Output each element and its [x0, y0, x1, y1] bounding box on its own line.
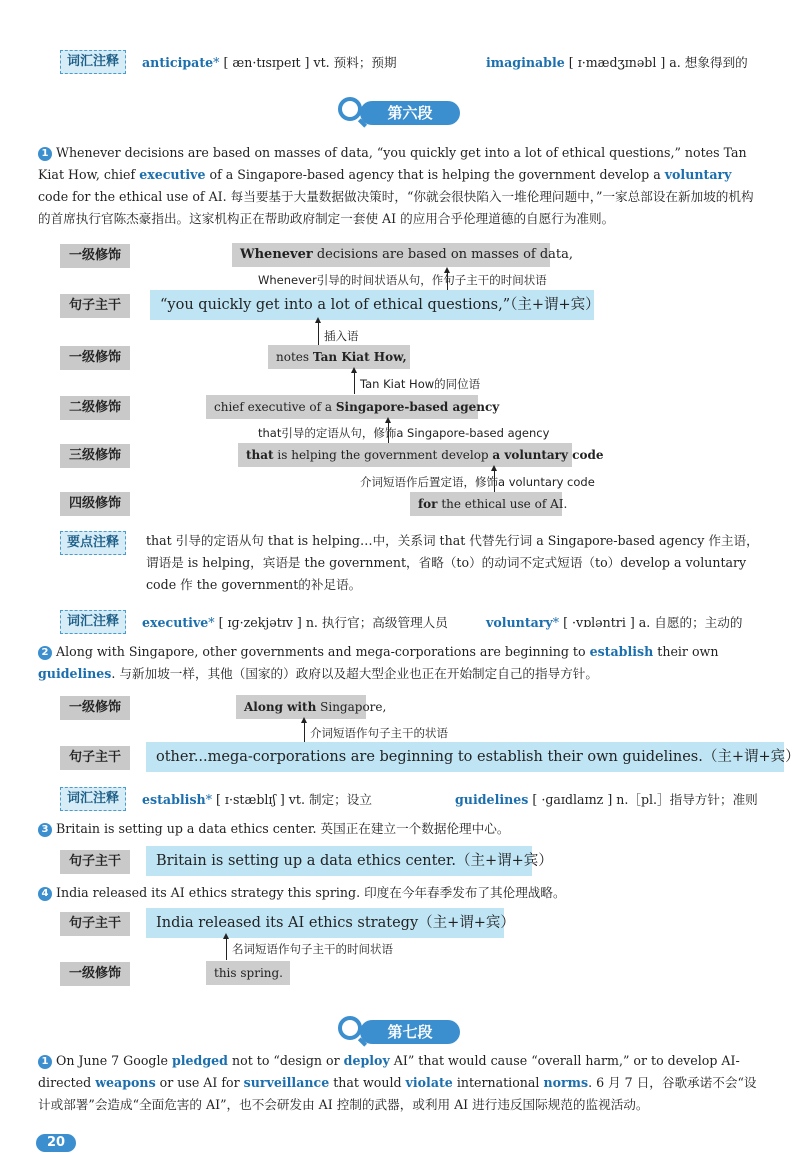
keyword: voluntary: [664, 167, 732, 182]
section-title: 第六段: [360, 101, 460, 125]
main-clause-4: India released its AI ethics strategy（主+谓+宾）: [146, 908, 504, 938]
keyword: norms: [543, 1075, 589, 1090]
label-main-clause: 句子主干: [60, 850, 130, 874]
vocab-def: [ ·ɡaɪdlaɪnz ] n.［pl.］指导方针；准则: [532, 792, 758, 807]
vocab-anticipate: [142, 52, 397, 71]
keyword: surveillance: [243, 1075, 330, 1090]
sentence-number: 2: [38, 646, 52, 660]
arrow-icon: [354, 372, 355, 394]
text: Along with Singapore, other governments and mega-corporations are beginning to: [56, 644, 590, 659]
note-this-spring: 名词短语作句子主干的时间状语: [232, 942, 393, 956]
vocab-word: executive: [142, 615, 209, 630]
paragraph-7-1: [38, 1050, 760, 1116]
page-number: 20: [36, 1134, 76, 1152]
vocab-def: [ ɪ·stæblɪʃ ] vt. 制定；设立: [216, 792, 372, 807]
paragraph-6-2: [38, 641, 760, 685]
section-banner-7: [338, 1016, 462, 1046]
vocab-tag: 词汇注释: [60, 610, 126, 634]
sentence-number: 1: [38, 1055, 52, 1069]
text: Whenever: [240, 247, 313, 262]
text: is helping the government develop: [273, 448, 493, 462]
text: code for the ethical use of AI. 每当要基于大量数据做决策时，“你就会很快陷入一堆伦理问题中，”一家总部设在新加坡的机构的首席执行官陈杰豪指出。这家机构正在帮助政府制定一套使 AI 的应用合乎伦理道德的自愿行为准则。: [38, 189, 754, 226]
note-that: that引导的定语从句，修饰a Singapore-based agency: [258, 426, 550, 440]
vocab-word: imaginable: [486, 55, 565, 70]
vocab-word: voluntary: [486, 615, 553, 630]
paragraph-6-3: [38, 818, 760, 840]
label-level2: 二级修饰: [60, 396, 130, 420]
note-insert: 插入语: [324, 329, 359, 343]
text: Whenever decisions are based on masses of data, “you quickly get into a lot of ethical questions,” notes Tan Kiat How, chief: [38, 145, 747, 182]
sentence-number: 4: [38, 887, 52, 901]
vocab-def: [ ɪ·mædʒɪnəbl ] a. 想象得到的: [568, 55, 748, 70]
label-level1: 一级修饰: [60, 244, 130, 268]
main-clause-2: other...mega-corporations are beginning to establish their own guidelines.（主+谓+宾）: [146, 742, 784, 772]
arrow-icon: [318, 322, 319, 346]
label-level1: 一级修饰: [60, 696, 130, 720]
paragraph-6-1: [38, 142, 760, 230]
mod-for: [410, 492, 568, 516]
vocab-def: [ ɪɡ·zekjətɪv ] n. 执行官；高级管理人员: [218, 615, 448, 630]
note-whenever: Whenever引导的时间状语从句，作句子主干的时间状语: [258, 273, 547, 287]
text: for: [418, 497, 438, 511]
keyword: pledged: [171, 1053, 228, 1068]
section-title: 第七段: [360, 1020, 460, 1044]
vocab-executive: [142, 612, 448, 631]
text: Tan Kiat How,: [312, 350, 407, 364]
label-main-clause: 句子主干: [60, 746, 130, 770]
label-level3: 三级修饰: [60, 444, 130, 468]
vocab-def: [ ·vɒləntri ] a. 自愿的；主动的: [563, 615, 743, 630]
text: or use AI for: [155, 1075, 244, 1090]
label-main-clause: 句子主干: [60, 294, 130, 318]
key-points-text: that 引导的定语从句 that is helping…中，关系词 that 代替先行词 a Singapore-based agency 作主语，谓语是 is helping，宾语是 the government，省略（to）的动词不定式短语（to）develop a voluntary code 作 the government的补足语。: [146, 533, 759, 592]
text: of a Singapore-based agency that is helping the government develop a: [205, 167, 665, 182]
mod-whenever: [232, 243, 574, 267]
text: . 6 月 7 日，谷歌承诺不会“设计或部署”会造成“全面危害的 AI”，也不会研发由 AI 控制的武器，或利用 AI 进行违反国际规范的监视活动。: [38, 1075, 757, 1112]
label-level1: 一级修饰: [60, 962, 130, 986]
keyword: guidelines: [38, 666, 112, 681]
paragraph-6-4: [38, 882, 760, 904]
text: that would: [329, 1075, 406, 1090]
note-for: 介词短语作后置定语，修饰a voluntary code: [360, 475, 595, 489]
star-icon: *: [213, 55, 220, 70]
text: international: [452, 1075, 544, 1090]
text: decisions are based on masses of data,: [312, 247, 574, 262]
vocab-def: [ æn·tɪsɪpeɪt ] vt. 预料；预期: [223, 55, 397, 70]
note-appos: Tan Kiat How的同位语: [360, 377, 481, 391]
mod-that: [238, 443, 604, 467]
arrow-icon: [226, 938, 227, 960]
note-along: 介词短语作句子主干的状语: [310, 726, 448, 740]
vocab-word: anticipate: [142, 55, 214, 70]
magnifier-icon: [338, 97, 362, 121]
text: Singapore,: [316, 700, 387, 714]
key-points-tag: 要点注释: [60, 531, 126, 555]
main-clause-3: Britain is setting up a data ethics center.（主+谓+宾）: [146, 846, 532, 876]
text: Along with: [244, 700, 317, 714]
text: a voluntary code: [492, 448, 604, 462]
mod-notes: [268, 345, 410, 369]
star-icon: *: [208, 615, 215, 630]
keyword: executive: [139, 167, 206, 182]
mod-along: [236, 695, 387, 719]
label-main-clause: 句子主干: [60, 912, 130, 936]
text: chief executive of a: [214, 400, 336, 414]
text: Britain is setting up a data ethics center. 英国正在建立一个数据伦理中心。: [56, 821, 510, 836]
vocab-voluntary: [486, 612, 742, 631]
vocab-establish: [142, 789, 372, 808]
mod-this-spring: this spring.: [206, 961, 290, 985]
vocab-word: establish: [142, 792, 206, 807]
keyword: violate: [405, 1075, 453, 1090]
star-icon: *: [552, 615, 560, 630]
text: that: [246, 448, 274, 462]
vocab-tag: 词汇注释: [60, 50, 126, 74]
text: . 与新加坡一样，其他（国家的）政府以及超大型企业也正在开始制定自己的指导方针。: [111, 666, 598, 681]
text: the ethical use of AI.: [437, 497, 568, 511]
text: On June 7 Google: [56, 1053, 172, 1068]
main-clause-1: “you quickly get into a lot of ethical questions,”（主+谓+宾）: [150, 290, 594, 320]
vocab-word: guidelines: [455, 792, 529, 807]
text: not to “design or: [228, 1053, 344, 1068]
sentence-number: 1: [38, 147, 52, 161]
text: their own: [653, 644, 719, 659]
sentence-number: 3: [38, 823, 52, 837]
text: AI” that would cause “overall harm,” or to develop AI-directed: [38, 1053, 740, 1090]
text: Singapore-based agency: [335, 400, 500, 414]
keyword: establish: [589, 644, 654, 659]
magnifier-icon: [338, 1016, 362, 1040]
section-banner-6: [338, 97, 462, 127]
vocab-imaginable: [486, 52, 748, 71]
text: India released its AI ethics strategy this spring. 印度在今年春季发布了其伦理战略。: [56, 885, 566, 900]
text: notes: [276, 350, 313, 364]
mod-chief: [206, 395, 500, 419]
label-level1: 一级修饰: [60, 346, 130, 370]
vocab-tag: 词汇注释: [60, 787, 126, 811]
keyword: weapons: [95, 1075, 156, 1090]
keyword: deploy: [343, 1053, 390, 1068]
vocab-guidelines: [455, 789, 758, 808]
label-level4: 四级修饰: [60, 492, 130, 516]
star-icon: *: [205, 792, 212, 807]
arrow-icon: [304, 722, 305, 744]
